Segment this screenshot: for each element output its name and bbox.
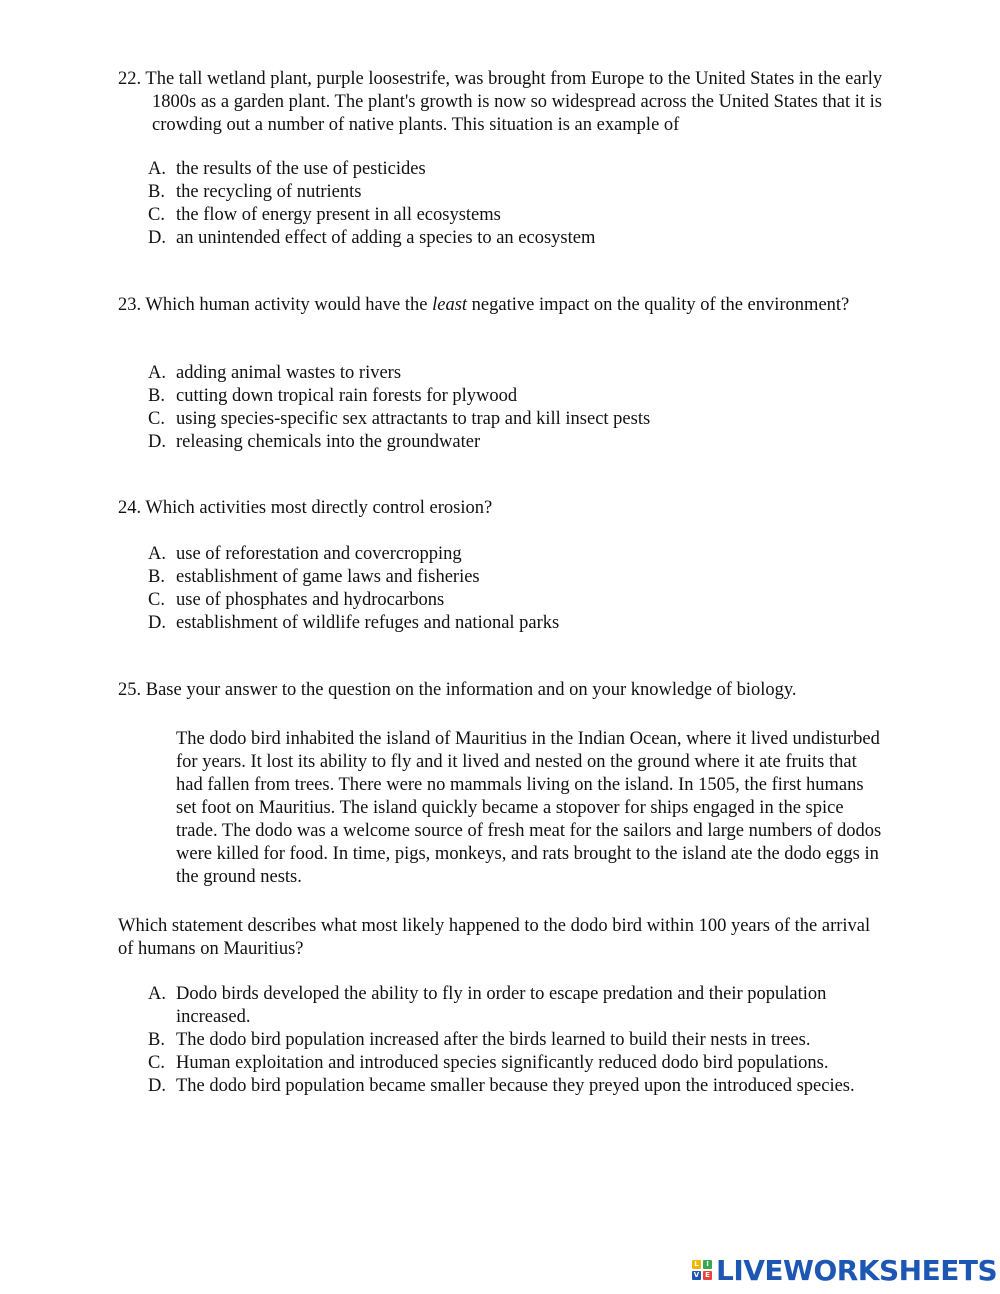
- option-23-b[interactable]: B. cutting down tropical rain forests for plywood: [148, 386, 518, 406]
- question-24: [118, 497, 898, 520]
- question-25-followup: Which statement describes what most likely happened to the dodo bird within 100 years of the arrival of humans on Mauritius?: [118, 916, 871, 959]
- question-23-stem: 23. Which human activity would have the least negative impact on the quality of the environment?: [118, 295, 850, 315]
- option-23-c[interactable]: C. using species-specific sex attractants to trap and kill insect pests: [148, 409, 651, 429]
- option-23-a[interactable]: A. adding animal wastes to rivers: [148, 363, 402, 383]
- question-23-options: [148, 362, 878, 454]
- option-22-c[interactable]: C. the flow of energy present in all ecosystems: [148, 205, 501, 225]
- option-23-d[interactable]: D. releasing chemicals into the groundwater: [148, 432, 481, 452]
- option-24-d[interactable]: D. establishment of wildlife refuges and national parks: [148, 613, 560, 633]
- liveworksheets-logo: [692, 1255, 997, 1285]
- option-24-c[interactable]: C. use of phosphates and hydrocarbons: [148, 590, 445, 610]
- question-25-options: [148, 983, 878, 1098]
- option-22-b[interactable]: B. the recycling of nutrients: [148, 182, 362, 202]
- option-25-b[interactable]: B. The dodo bird population increased after the birds learned to build their nests in trees.: [148, 1030, 811, 1050]
- logo-mark-icon: L I V E: [692, 1260, 712, 1280]
- option-22-d[interactable]: D. an unintended effect of adding a species to an ecosystem: [148, 228, 596, 248]
- question-24-options: [148, 543, 878, 635]
- question-23: [118, 294, 898, 317]
- option-25-c[interactable]: C. Human exploitation and introduced species significantly reduced dodo bird populations.: [148, 1053, 829, 1073]
- question-22-options: [148, 158, 878, 250]
- question-22: [118, 68, 898, 137]
- option-24-a[interactable]: A. use of reforestation and covercropping: [148, 544, 462, 564]
- option-24-b[interactable]: B. establishment of game laws and fisheries: [148, 567, 480, 587]
- dodo-passage: The dodo bird inhabited the island of Mauritius in the Indian Ocean, where it lived undisturbed for years. It lost its ability to fly and it lived and nested on the ground where it ate fruits that had fallen from trees. There were no mammals living on the island. In 1505, the first humans set foot on Mauritius. The island quickly became a stopover for ships engaged in the spice trade. The dodo was a welcome source of fresh meat for the sailors and large numbers of dodos were killed for food. In time, pigs, monkeys, and rats brought to the island ate the dodo eggs in the ground nests.: [176, 729, 882, 887]
- option-22-a[interactable]: A. the results of the use of pesticides: [148, 159, 426, 179]
- question-22-stem: 22. The tall wetland plant, purple loosestrife, was brought from Europe to the United States in the early 1800s as a garden plant. The plant's growth is now so widespread across the United States that it is crowding out a number of native plants. This situation is an example of: [118, 69, 883, 135]
- option-25-d[interactable]: D. The dodo bird population became smaller because they preyed upon the introduced species.: [148, 1076, 855, 1096]
- question-25-stem: 25. Base your answer to the question on the information and on your knowledge of biology.: [118, 680, 797, 700]
- option-25-a[interactable]: A. Dodo birds developed the ability to fly in order to escape predation and their population increased.: [148, 984, 827, 1027]
- logo-text: LIVEWORKSHEETS: [716, 1253, 998, 1287]
- question-25: [118, 679, 898, 702]
- question-24-stem: 24. Which activities most directly control erosion?: [118, 498, 493, 518]
